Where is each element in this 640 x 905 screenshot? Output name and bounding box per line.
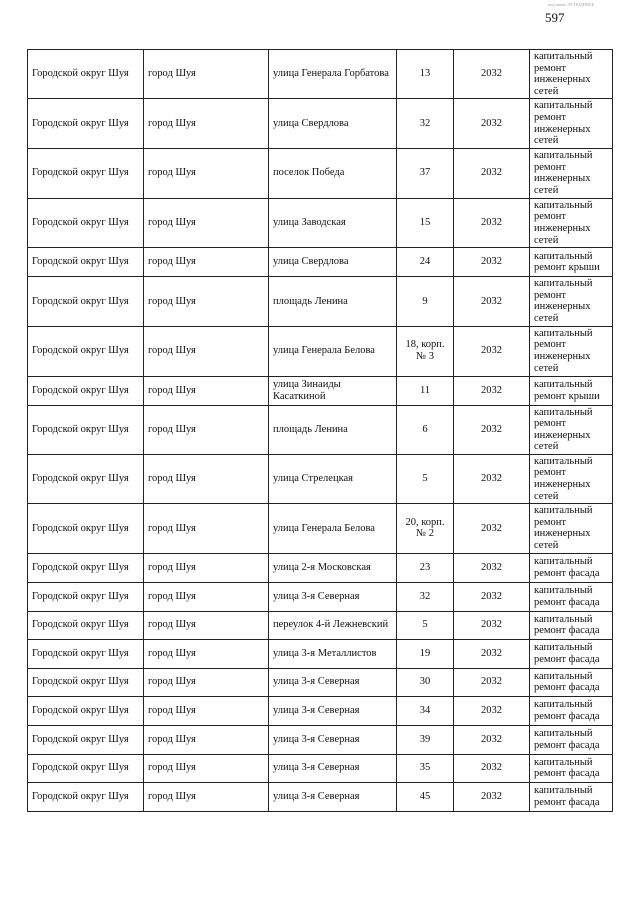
table-row — [28, 725, 613, 754]
year-cell: 2032 — [454, 326, 530, 376]
year-cell: 2032 — [454, 454, 530, 503]
city-cell: город Шуя — [144, 639, 269, 668]
city-cell: город Шуя — [144, 754, 269, 782]
house-number-cell: 35 — [397, 754, 454, 782]
house-number-cell: 23 — [397, 553, 454, 582]
city-cell: город Шуя — [144, 725, 269, 754]
district-cell: Городской округ Шуя — [28, 248, 144, 277]
city-cell: город Шуя — [144, 504, 269, 553]
year-cell: 2032 — [454, 148, 530, 198]
city-cell: город Шуя — [144, 248, 269, 277]
street-cell: поселок Победа — [269, 148, 397, 198]
street-cell: площадь Ленина — [269, 277, 397, 326]
work-type-cell: капитальный ремонт инженерных сетей — [530, 99, 613, 148]
street-cell: улица Генерала Горбатова — [269, 50, 397, 99]
city-cell: город Шуя — [144, 696, 269, 725]
year-cell: 2032 — [454, 696, 530, 725]
table-row — [28, 504, 613, 553]
district-cell: Городской округ Шуя — [28, 148, 144, 198]
work-type-cell: капитальный ремонт фасада — [530, 696, 613, 725]
table-row — [28, 696, 613, 725]
district-cell: Городской округ Шуя — [28, 668, 144, 696]
district-cell: Городской округ Шуя — [28, 696, 144, 725]
district-cell: Городской округ Шуя — [28, 99, 144, 148]
year-cell: 2032 — [454, 668, 530, 696]
street-cell: улица 3-я Северная — [269, 754, 397, 782]
year-cell: 2032 — [454, 754, 530, 782]
year-cell: 2032 — [454, 99, 530, 148]
year-cell: 2032 — [454, 639, 530, 668]
district-cell: Городской округ Шуя — [28, 326, 144, 376]
city-cell: город Шуя — [144, 582, 269, 611]
house-number-cell: 11 — [397, 376, 454, 405]
table-row — [28, 668, 613, 696]
work-type-cell: капитальный ремонт фасада — [530, 582, 613, 611]
work-type-cell: капитальный ремонт инженерных сетей — [530, 326, 613, 376]
table-row — [28, 277, 613, 326]
table-row — [28, 50, 613, 99]
district-cell: Городской округ Шуя — [28, 198, 144, 247]
city-cell: город Шуя — [144, 782, 269, 811]
table-row — [28, 326, 613, 376]
street-cell: улица Генерала Белова — [269, 504, 397, 553]
street-cell: улица 3-я Металлистов — [269, 639, 397, 668]
work-type-cell: капитальный ремонт инженерных сетей — [530, 148, 613, 198]
work-type-cell: капитальный ремонт инженерных сетей — [530, 504, 613, 553]
city-cell: город Шуя — [144, 198, 269, 247]
work-type-cell: капитальный ремонт инженерных сетей — [530, 198, 613, 247]
house-number-cell: 30 — [397, 668, 454, 696]
street-cell: улица Заводская — [269, 198, 397, 247]
year-cell: 2032 — [454, 725, 530, 754]
table-row — [28, 198, 613, 247]
table-row — [28, 405, 613, 454]
house-number-cell: 9 — [397, 277, 454, 326]
city-cell: город Шуя — [144, 405, 269, 454]
city-cell: город Шуя — [144, 611, 269, 639]
work-type-cell: капитальный ремонт инженерных сетей — [530, 50, 613, 99]
table-row — [28, 454, 613, 503]
street-cell: площадь Ленина — [269, 405, 397, 454]
house-number-cell: 19 — [397, 639, 454, 668]
city-cell: город Шуя — [144, 454, 269, 503]
table-row — [28, 99, 613, 148]
district-cell: Городской округ Шуя — [28, 782, 144, 811]
street-cell: улица Стрелецкая — [269, 454, 397, 503]
district-cell: Городской округ Шуя — [28, 582, 144, 611]
street-cell: улица Свердлова — [269, 248, 397, 277]
table-row — [28, 611, 613, 639]
house-number-cell: 24 — [397, 248, 454, 277]
street-cell: улица Генерала Белова — [269, 326, 397, 376]
registry-table-body — [28, 50, 613, 812]
street-cell: переулок 4-й Лежневский — [269, 611, 397, 639]
city-cell: город Шуя — [144, 668, 269, 696]
district-cell: Городской округ Шуя — [28, 754, 144, 782]
house-number-cell: 15 — [397, 198, 454, 247]
year-cell: 2032 — [454, 277, 530, 326]
table-row — [28, 782, 613, 811]
district-cell: Городской округ Шуя — [28, 504, 144, 553]
work-type-cell: капитальный ремонт крыши — [530, 376, 613, 405]
work-type-cell: капитальный ремонт инженерных сетей — [530, 405, 613, 454]
district-cell: Городской округ Шуя — [28, 725, 144, 754]
table-row — [28, 639, 613, 668]
registry-table — [27, 49, 613, 812]
city-cell: город Шуя — [144, 99, 269, 148]
house-number-cell: 13 — [397, 50, 454, 99]
house-number-cell: 6 — [397, 405, 454, 454]
year-cell: 2032 — [454, 582, 530, 611]
work-type-cell: капитальный ремонт фасада — [530, 668, 613, 696]
year-cell: 2032 — [454, 782, 530, 811]
street-cell: улица 3-я Северная — [269, 696, 397, 725]
table-row — [28, 553, 613, 582]
district-cell: Городской округ Шуя — [28, 553, 144, 582]
street-cell: улица Свердлова — [269, 99, 397, 148]
work-type-cell: капитальный ремонт крыши — [530, 248, 613, 277]
city-cell: город Шуя — [144, 50, 269, 99]
house-number-cell: 34 — [397, 696, 454, 725]
year-cell: 2032 — [454, 405, 530, 454]
work-type-cell: капитальный ремонт инженерных сетей — [530, 454, 613, 503]
work-type-cell: капитальный ремонт фасада — [530, 611, 613, 639]
district-cell: Городской округ Шуя — [28, 405, 144, 454]
city-cell: город Шуя — [144, 326, 269, 376]
year-cell: 2032 — [454, 376, 530, 405]
table-row — [28, 148, 613, 198]
district-cell: Городской округ Шуя — [28, 277, 144, 326]
house-number-cell: 5 — [397, 611, 454, 639]
header-stamp: подлинно ЭЛ.ПОДПИСЬ — [548, 2, 595, 7]
year-cell: 2032 — [454, 248, 530, 277]
street-cell: улица 3-я Северная — [269, 668, 397, 696]
street-cell: улица 3-я Северная — [269, 782, 397, 811]
house-number-cell: 32 — [397, 99, 454, 148]
house-number-cell: 37 — [397, 148, 454, 198]
work-type-cell: капитальный ремонт инженерных сетей — [530, 277, 613, 326]
house-number-cell: 18, корп. № 3 — [397, 326, 454, 376]
street-cell: улица Зинаиды Касаткиной — [269, 376, 397, 405]
district-cell: Городской округ Шуя — [28, 639, 144, 668]
city-cell: город Шуя — [144, 553, 269, 582]
house-number-cell: 45 — [397, 782, 454, 811]
street-cell: улица 2-я Московская — [269, 553, 397, 582]
table-row — [28, 754, 613, 782]
table-row — [28, 582, 613, 611]
page-number: 597 — [545, 10, 565, 25]
street-cell: улица 3-я Северная — [269, 725, 397, 754]
house-number-cell: 20, корп. № 2 — [397, 504, 454, 553]
district-cell: Городской округ Шуя — [28, 376, 144, 405]
work-type-cell: капитальный ремонт фасада — [530, 725, 613, 754]
table-row — [28, 248, 613, 277]
house-number-cell: 5 — [397, 454, 454, 503]
city-cell: город Шуя — [144, 277, 269, 326]
work-type-cell: капитальный ремонт фасада — [530, 782, 613, 811]
year-cell: 2032 — [454, 198, 530, 247]
city-cell: город Шуя — [144, 376, 269, 405]
district-cell: Городской округ Шуя — [28, 50, 144, 99]
house-number-cell: 39 — [397, 725, 454, 754]
city-cell: город Шуя — [144, 148, 269, 198]
table-row — [28, 376, 613, 405]
street-cell: улица 3-я Северная — [269, 582, 397, 611]
year-cell: 2032 — [454, 50, 530, 99]
house-number-cell: 32 — [397, 582, 454, 611]
work-type-cell: капитальный ремонт фасада — [530, 639, 613, 668]
year-cell: 2032 — [454, 611, 530, 639]
year-cell: 2032 — [454, 553, 530, 582]
district-cell: Городской округ Шуя — [28, 611, 144, 639]
work-type-cell: капитальный ремонт фасада — [530, 553, 613, 582]
district-cell: Городской округ Шуя — [28, 454, 144, 503]
work-type-cell: капитальный ремонт фасада — [530, 754, 613, 782]
year-cell: 2032 — [454, 504, 530, 553]
